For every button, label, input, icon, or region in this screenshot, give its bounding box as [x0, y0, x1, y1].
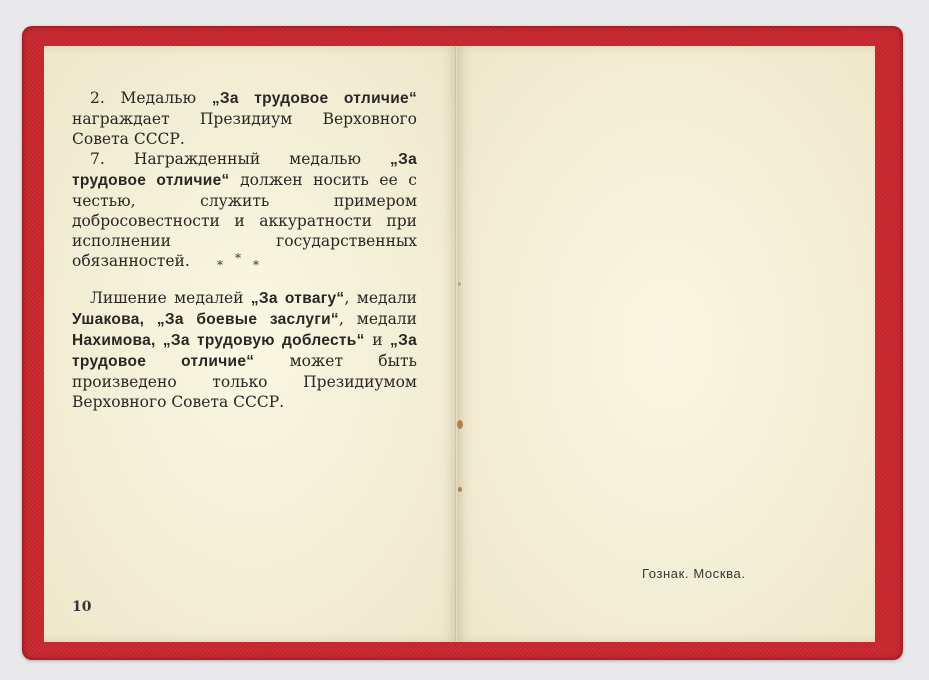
printer-imprint: Гознак. Москва. — [642, 566, 746, 581]
text-run: Лишение медалей — [90, 289, 251, 307]
medal-name: „За трудовое отличие“ — [211, 90, 417, 107]
page-number: 10 — [72, 599, 92, 615]
right-page — [457, 46, 875, 642]
text-run: может быть произведено только Президиумом Верховного Совета СССР. — [72, 352, 417, 411]
stars-separator: * * * — [217, 251, 259, 272]
stain-spot — [458, 487, 462, 492]
text-run: награждает Президиум Верховного Совета СССР. — [72, 110, 417, 148]
paragraph-2 — [72, 88, 417, 149]
text-run: должен носить ее с честью, служить примером добросовестности и аккуратности при исполнении государственных обязанностей. — [72, 171, 417, 270]
text-run: , медали — [344, 289, 417, 307]
medal-name: „За трудовое отличие“ — [72, 332, 418, 370]
text-run: , медали — [338, 310, 417, 328]
medal-name: Нахимова, „За трудовую доблесть“ — [72, 332, 365, 349]
medal-name: „За трудовое отличие“ — [72, 151, 417, 189]
text-run: 7. Награжденный медалью — [90, 150, 391, 168]
text-run: 2. Медалью — [90, 89, 212, 107]
text-run: и — [364, 331, 391, 349]
booklet-spine — [455, 46, 459, 642]
left-page-text — [72, 88, 417, 271]
stain-spot — [457, 420, 463, 429]
paragraph-revocation — [72, 288, 417, 412]
left-page-text-lower — [72, 288, 417, 412]
stain-spot — [458, 282, 461, 286]
medal-name: „За отвагу“ — [250, 290, 345, 307]
medal-name: Ушакова, „За боевые заслуги“ — [72, 311, 339, 328]
